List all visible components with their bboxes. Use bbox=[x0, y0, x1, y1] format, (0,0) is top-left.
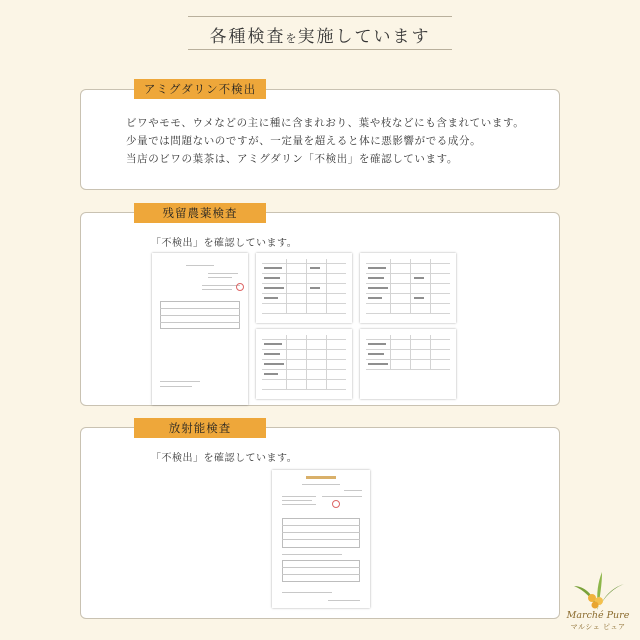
pesticide-result-sheet-4 bbox=[360, 329, 456, 399]
pesticide-certificate-image bbox=[152, 253, 248, 405]
loquat-leaf-icon bbox=[562, 568, 634, 612]
title-particle: を bbox=[285, 32, 298, 45]
title-bottom-rule bbox=[188, 49, 452, 50]
brand-name-jp: マルシェ ピュア bbox=[570, 623, 626, 631]
page-title bbox=[0, 22, 640, 47]
title-top-rule bbox=[188, 16, 452, 17]
radiation-tag: 放射能検査 bbox=[134, 418, 266, 438]
radiation-note: 「不検出」を確認しています。 bbox=[151, 453, 298, 464]
brand-logo bbox=[562, 568, 634, 634]
pesticide-panel bbox=[80, 212, 560, 406]
title-main: 各種検査 bbox=[209, 27, 286, 47]
seal-icon bbox=[236, 283, 244, 291]
amygdalin-line-2: 少量では問題ないのですが、一定量を超えると体に悪影響がでる成分。 bbox=[126, 135, 482, 147]
pesticide-note: 「不検出」を確認しています。 bbox=[151, 238, 298, 249]
seal-icon bbox=[332, 500, 340, 508]
pesticide-result-sheet-3 bbox=[256, 329, 352, 399]
pesticide-result-sheet-2 bbox=[360, 253, 456, 323]
title-rest: 実施しています bbox=[297, 27, 431, 47]
page-header bbox=[0, 0, 640, 56]
amygdalin-tag: アミグダリン不検出 bbox=[134, 79, 266, 99]
amygdalin-line-1: ビワやモモ、ウメなどの主に種に含まれおり、葉や枝などにも含まれています。 bbox=[126, 117, 525, 129]
pesticide-tag: 残留農薬検査 bbox=[134, 203, 266, 223]
pesticide-result-sheet-1 bbox=[256, 253, 352, 323]
radiation-panel bbox=[80, 427, 560, 619]
radiation-certificate-image bbox=[272, 470, 370, 608]
brand-name-en: Marché Pure bbox=[566, 610, 630, 621]
amygdalin-panel bbox=[80, 89, 560, 190]
amygdalin-line-3: 当店のビワの葉茶は、アミグダリン「不検出」を確認しています。 bbox=[126, 153, 458, 165]
